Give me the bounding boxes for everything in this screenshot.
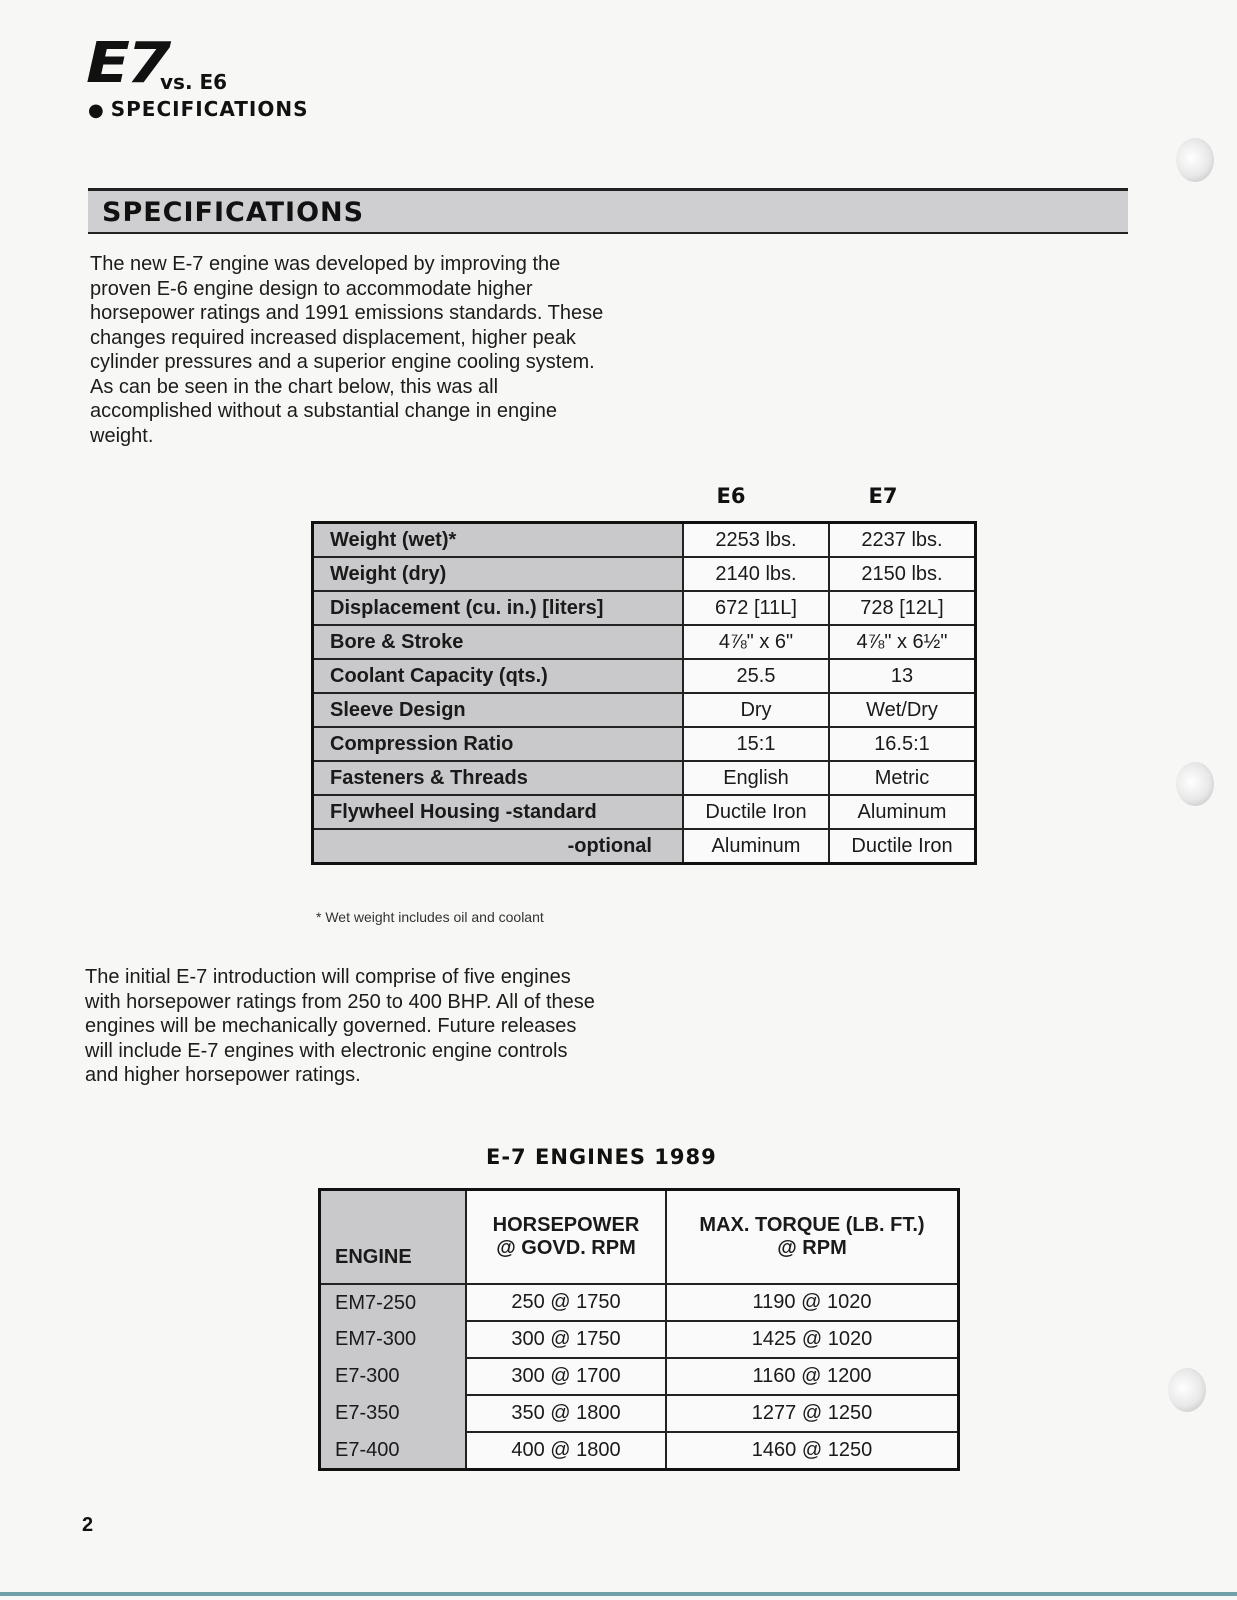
torque-value: 1460 @ 1250: [666, 1432, 959, 1470]
binder-hole-icon: [1176, 138, 1214, 182]
table-row: [320, 1284, 959, 1321]
table-row: [313, 829, 976, 864]
table-row: [313, 761, 976, 795]
engine-model: E7-300: [320, 1358, 467, 1395]
specifications-table: [311, 521, 977, 865]
e7-value: 2237 lbs.: [829, 523, 976, 558]
table-row: [320, 1358, 959, 1395]
torque-value: 1160 @ 1200: [666, 1358, 959, 1395]
table-row: [313, 557, 976, 591]
e6-value: Ductile Iron: [683, 795, 829, 829]
engine-model: E7-400: [320, 1432, 467, 1470]
e7-value: 2150 lbs.: [829, 557, 976, 591]
horsepower-value: 400 @ 1800: [466, 1432, 666, 1470]
table-row: [320, 1395, 959, 1432]
second-paragraph: The initial E-7 introduction will comprise of five engines with horsepower ratings from 250 to 400 BHP. All of these engines will be mechanically governed. Future releases will include E-7 engines with electronic engine controls and higher horsepower ratings.: [85, 966, 595, 1086]
column-header-e6: E6: [716, 484, 746, 508]
e6-value: 25.5: [683, 659, 829, 693]
table-row: [313, 727, 976, 761]
logo-vs-text: vs. E6: [160, 70, 228, 94]
table-row: [313, 625, 976, 659]
section-header-bar: [88, 188, 1128, 234]
e7-value: 4⅞" x 6½": [829, 625, 976, 659]
e7-logo: E7: [86, 31, 168, 96]
row-label: Displacement (cu. in.) [liters]: [313, 591, 684, 625]
bottom-edge-line: [0, 1592, 1237, 1596]
e6-value: 672 [11L]: [683, 591, 829, 625]
header-line: MAX. TORQUE (LB. FT.): [699, 1214, 925, 1236]
e7-value: 728 [12L]: [829, 591, 976, 625]
table-row: [320, 1432, 959, 1470]
torque-value: 1190 @ 1020: [666, 1284, 959, 1321]
engine-model: EM7-300: [320, 1321, 467, 1358]
torque-column-header: [666, 1190, 959, 1285]
horsepower-column-header: [466, 1190, 666, 1285]
row-label: Compression Ratio: [313, 727, 684, 761]
table-row: [313, 523, 976, 558]
e6-value: 2140 lbs.: [683, 557, 829, 591]
row-label: -optional: [313, 829, 684, 864]
bullet-icon: ●: [88, 100, 105, 121]
row-label: Weight (wet)*: [313, 523, 684, 558]
engine-model: E7-350: [320, 1395, 467, 1432]
table-row: [313, 795, 976, 829]
e7-value: Wet/Dry: [829, 693, 976, 727]
horsepower-value: 250 @ 1750: [466, 1284, 666, 1321]
table-footnote: * Wet weight includes oil and coolant: [316, 909, 544, 925]
e7-value: 16.5:1: [829, 727, 976, 761]
table-row: [313, 659, 976, 693]
engine-column-header: ENGINE: [320, 1190, 467, 1285]
engines-table-title: E-7 ENGINES 1989: [486, 1145, 717, 1169]
engines-table: [318, 1188, 960, 1471]
header-subtitle: [88, 97, 309, 121]
table-row: [313, 693, 976, 727]
section-title: SPECIFICATIONS: [102, 197, 365, 228]
row-label: Coolant Capacity (qts.): [313, 659, 684, 693]
table-row: [313, 591, 976, 625]
row-label: Sleeve Design: [313, 693, 684, 727]
torque-value: 1277 @ 1250: [666, 1395, 959, 1432]
e6-value: Dry: [683, 693, 829, 727]
e7-value: Metric: [829, 761, 976, 795]
row-label: Bore & Stroke: [313, 625, 684, 659]
e6-value: 4⅞" x 6": [683, 625, 829, 659]
table-row: [320, 1321, 959, 1358]
header-line: HORSEPOWER: [492, 1214, 640, 1236]
e6-value: 15:1: [683, 727, 829, 761]
horsepower-value: 300 @ 1700: [466, 1358, 666, 1395]
torque-value: 1425 @ 1020: [666, 1321, 959, 1358]
e7-value: Ductile Iron: [829, 829, 976, 864]
e6-value: 2253 lbs.: [683, 523, 829, 558]
binder-hole-icon: [1168, 1368, 1206, 1412]
page-number: 2: [82, 1514, 94, 1536]
intro-paragraph: The new E-7 engine was developed by improving the proven E-6 engine design to accommodate higher horsepower ratings and 1991 emissions standards. These changes required increased displacement, higher peak cylinder pressures and a superior engine cooling system. As can be seen in the chart below, this was all accomplished without a substantial change in engine weight.: [90, 253, 604, 447]
row-label: Flywheel Housing -standard: [313, 795, 684, 829]
e6-value: English: [683, 761, 829, 795]
binder-hole-icon: [1176, 762, 1214, 806]
header-subtitle-text: SPECIFICATIONS: [110, 97, 309, 121]
header-line: @ RPM: [777, 1237, 847, 1259]
engine-model: EM7-250: [320, 1284, 467, 1321]
e7-value: Aluminum: [829, 795, 976, 829]
column-header-e7: E7: [868, 484, 898, 508]
table-header-row: [320, 1190, 959, 1285]
row-label: Fasteners & Threads: [313, 761, 684, 795]
row-label: Weight (dry): [313, 557, 684, 591]
e6-value: Aluminum: [683, 829, 829, 864]
horsepower-value: 350 @ 1800: [466, 1395, 666, 1432]
horsepower-value: 300 @ 1750: [466, 1321, 666, 1358]
header-line: @ GOVD. RPM: [496, 1237, 636, 1259]
e7-value: 13: [829, 659, 976, 693]
